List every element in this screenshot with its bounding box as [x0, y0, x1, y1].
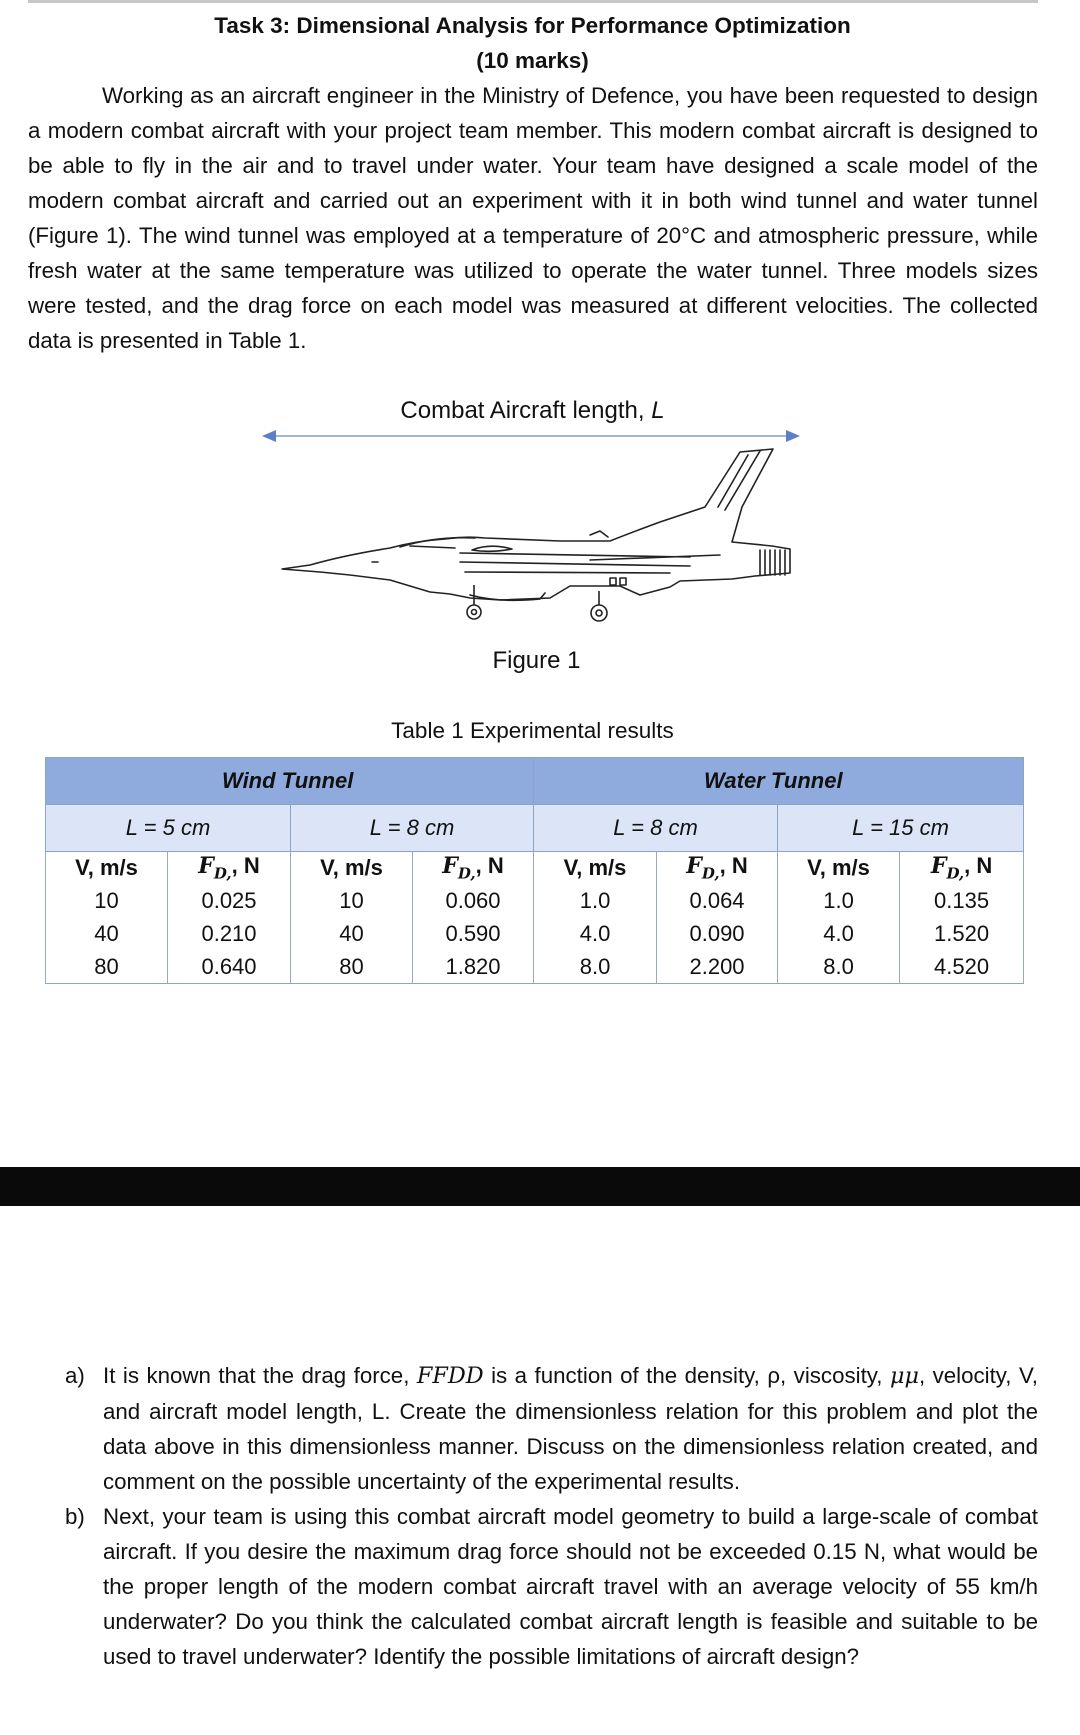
- table-cell: 40: [46, 917, 168, 950]
- force-symbol: F: [198, 853, 214, 880]
- table-cell: 80: [46, 950, 168, 984]
- force-subscript: D,: [213, 864, 232, 883]
- table-cell: 0.064: [657, 884, 778, 917]
- force-unit: , N: [475, 853, 504, 879]
- force-header: [413, 852, 534, 885]
- length-label-text: Combat Aircraft length,: [400, 397, 652, 424]
- top-rule: [28, 0, 1038, 3]
- table-row: [46, 917, 1024, 950]
- tunnel-header-row: [46, 758, 1024, 805]
- table-cell: 0.210: [168, 917, 291, 950]
- question-list: [60, 1358, 1038, 1674]
- force-subscript: D,: [457, 864, 476, 883]
- question-a-text: is a function of the density, ρ, viscosity,: [483, 1363, 890, 1388]
- table-cell: 2.200: [657, 950, 778, 984]
- length-header: L = 8 cm: [534, 805, 778, 852]
- length-header: L = 8 cm: [291, 805, 534, 852]
- question-a-text: It is known that the drag force,: [103, 1363, 417, 1388]
- force-symbol: F: [442, 853, 458, 880]
- water-tunnel-header: Water Tunnel: [534, 758, 1024, 805]
- drag-force-symbol: FFDD: [416, 1363, 484, 1389]
- question-b-text: Next, your team is using this combat aircraft model geometry to build a large-scale of combat aircraft. If you desire the maximum drag force should not be exceeded 0.15 N, what would be the proper length of the modern combat aircraft travel with an average velocity of 55 km/h underwater? Do you think the calculated combat aircraft length is feasible and suitable to be used to travel underwater? Identify the possible limitations of aircraft design?: [103, 1504, 1038, 1669]
- table-cell: 8.0: [778, 950, 900, 984]
- force-symbol: F: [930, 853, 947, 880]
- table-cell: 0.640: [168, 950, 291, 984]
- velocity-header: V, m/s: [534, 852, 657, 885]
- length-symbol: L: [651, 397, 665, 424]
- velocity-header: V, m/s: [291, 852, 413, 885]
- table-cell: 0.090: [657, 917, 778, 950]
- intro-paragraph: Working as an aircraft engineer in the Ministry of Defence, you have been requested to design a modern combat aircraft with your project team member. This modern combat aircraft is designed to be able to fly in the air and to travel under water. Your team have designed a scale model of the modern combat aircraft and carried out an experiment with it in both wind tunnel and water tunnel (Figure 1). The wind tunnel was employed at a temperature of 20°C and atmospheric pressure, while fresh water at the same temperature was utilized to operate the water tunnel. Three models sizes were tested, and the drag force on each model was measured at different velocities. The collected data is presented in Table 1.: [28, 83, 1038, 353]
- table-cell: 10: [291, 884, 413, 917]
- question-a: [60, 1358, 1038, 1499]
- table-caption: Table 1 Experimental results: [391, 718, 674, 743]
- table-cell: 0.590: [413, 917, 534, 950]
- table-cell: 4.520: [900, 950, 1024, 984]
- velocity-header: V, m/s: [778, 852, 900, 885]
- table-cell: 4.0: [778, 917, 900, 950]
- viscosity-symbol: μμ: [889, 1363, 919, 1389]
- velocity-header: V, m/s: [46, 852, 168, 885]
- length-header-row: [46, 805, 1024, 852]
- task-title: Task 3: Dimensional Analysis for Performance Optimization: [214, 13, 851, 38]
- force-header: [900, 852, 1024, 885]
- question-letter: b): [65, 1504, 85, 1529]
- landing-gear: [467, 585, 607, 621]
- table-cell: 0.060: [413, 884, 534, 917]
- table-cell: 1.520: [900, 917, 1024, 950]
- wind-tunnel-header: Wind Tunnel: [46, 758, 534, 805]
- force-unit: , N: [719, 853, 748, 879]
- force-subscript: D,: [946, 864, 965, 883]
- redaction-bar: [0, 1167, 1080, 1206]
- table-cell: 4.0: [534, 917, 657, 950]
- table-cell: 0.135: [900, 884, 1024, 917]
- column-header-row: [46, 852, 1024, 885]
- table-cell: 1.0: [534, 884, 657, 917]
- task-marks: (10 marks): [476, 48, 589, 73]
- question-a-text: , velocity, V, and aircraft model length, L. Create the dimensionless relation for this problem and plot the data above in this dimensionless manner. Discuss on the dimensionless relation created, and comment on the possible uncertainty of the experimental results.: [103, 1363, 1038, 1494]
- force-symbol: F: [686, 853, 702, 880]
- length-header: L = 5 cm: [46, 805, 291, 852]
- table-cell: 0.025: [168, 884, 291, 917]
- table-row: [46, 884, 1024, 917]
- aircraft-drawing: [282, 449, 790, 600]
- force-header: [168, 852, 291, 885]
- table-cell: 8.0: [534, 950, 657, 984]
- force-header: [657, 852, 778, 885]
- table-cell: 80: [291, 950, 413, 984]
- force-unit: , N: [964, 853, 993, 879]
- length-header: L = 15 cm: [778, 805, 1024, 852]
- figure-caption: Figure 1: [492, 647, 581, 674]
- question-b: [60, 1499, 1038, 1674]
- table-cell: 1.0: [778, 884, 900, 917]
- force-subscript: D,: [701, 864, 720, 883]
- table-cell: 10: [46, 884, 168, 917]
- question-letter: a): [65, 1363, 85, 1388]
- table-row: [46, 950, 1024, 984]
- length-arrow: [262, 430, 800, 442]
- aircraft-figure: [250, 415, 810, 640]
- results-table: [45, 757, 1024, 984]
- table-cell: 40: [291, 917, 413, 950]
- force-unit: , N: [231, 853, 260, 879]
- table-cell: 1.820: [413, 950, 534, 984]
